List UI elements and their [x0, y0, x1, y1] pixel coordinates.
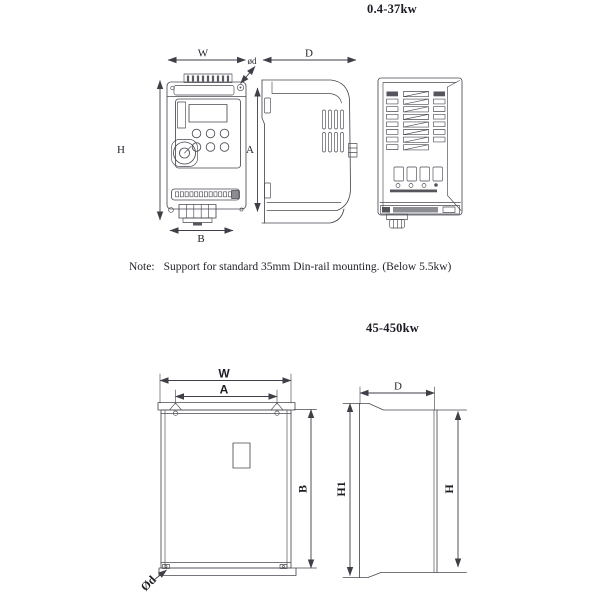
note-label: Note: [129, 261, 155, 273]
dim-label-h-small: H [117, 144, 125, 156]
display [189, 105, 227, 123]
keypad-button [220, 129, 229, 138]
din-clip-bottom [265, 183, 271, 198]
mount-hole-bottom-right [240, 208, 243, 211]
rear-bottom-strip [381, 206, 460, 215]
dim-label-hole-large: Ød [137, 572, 159, 594]
keypad-button [206, 129, 215, 138]
keypad-button [220, 143, 229, 152]
small-drive-rear-view [378, 78, 462, 228]
large-drive-front-view [138, 367, 350, 594]
cable-gland [387, 214, 408, 228]
large-range-title: 45-450kw [366, 321, 419, 335]
small-front-dimensions [117, 48, 264, 246]
vent-grid [387, 92, 446, 150]
dim-label-a-large: A [219, 382, 229, 397]
keypad-button [192, 129, 201, 138]
dim-label-a-small: A [246, 144, 254, 156]
dim-label-h1-large: H1 [334, 481, 348, 497]
keypad-button [206, 143, 215, 152]
dim-label-w-large: W [218, 366, 230, 381]
dim-label-b-large: B [295, 484, 310, 494]
dim-label-d-large: D [394, 380, 402, 393]
dim-label-d-small: D [305, 47, 313, 60]
small-range-title: 0.4-37kw [367, 2, 417, 16]
keypad [172, 99, 241, 168]
din-clip-top [265, 98, 271, 113]
dim-label-w-small: W [197, 47, 209, 60]
large-drive-side-view [343, 381, 467, 578]
dim-label-h-large: H [442, 484, 456, 494]
side-vent-slots [323, 110, 344, 152]
dim-label-hole-small: ød [247, 56, 257, 66]
small-drive-side-view [262, 48, 357, 224]
bottom-connector [179, 205, 216, 226]
dim-label-b-small: B [197, 233, 205, 245]
rear-terminals [394, 167, 443, 188]
lower-terminal-strip [172, 189, 240, 200]
top-terminal-teeth [184, 74, 232, 83]
nameplate [233, 443, 250, 468]
small-drive-front-view [167, 74, 246, 226]
mount-hole-bottom-left [169, 208, 174, 213]
note-text: Support for standard 35mm Din-rail mounting. (Below 5.5kw) [163, 261, 452, 273]
